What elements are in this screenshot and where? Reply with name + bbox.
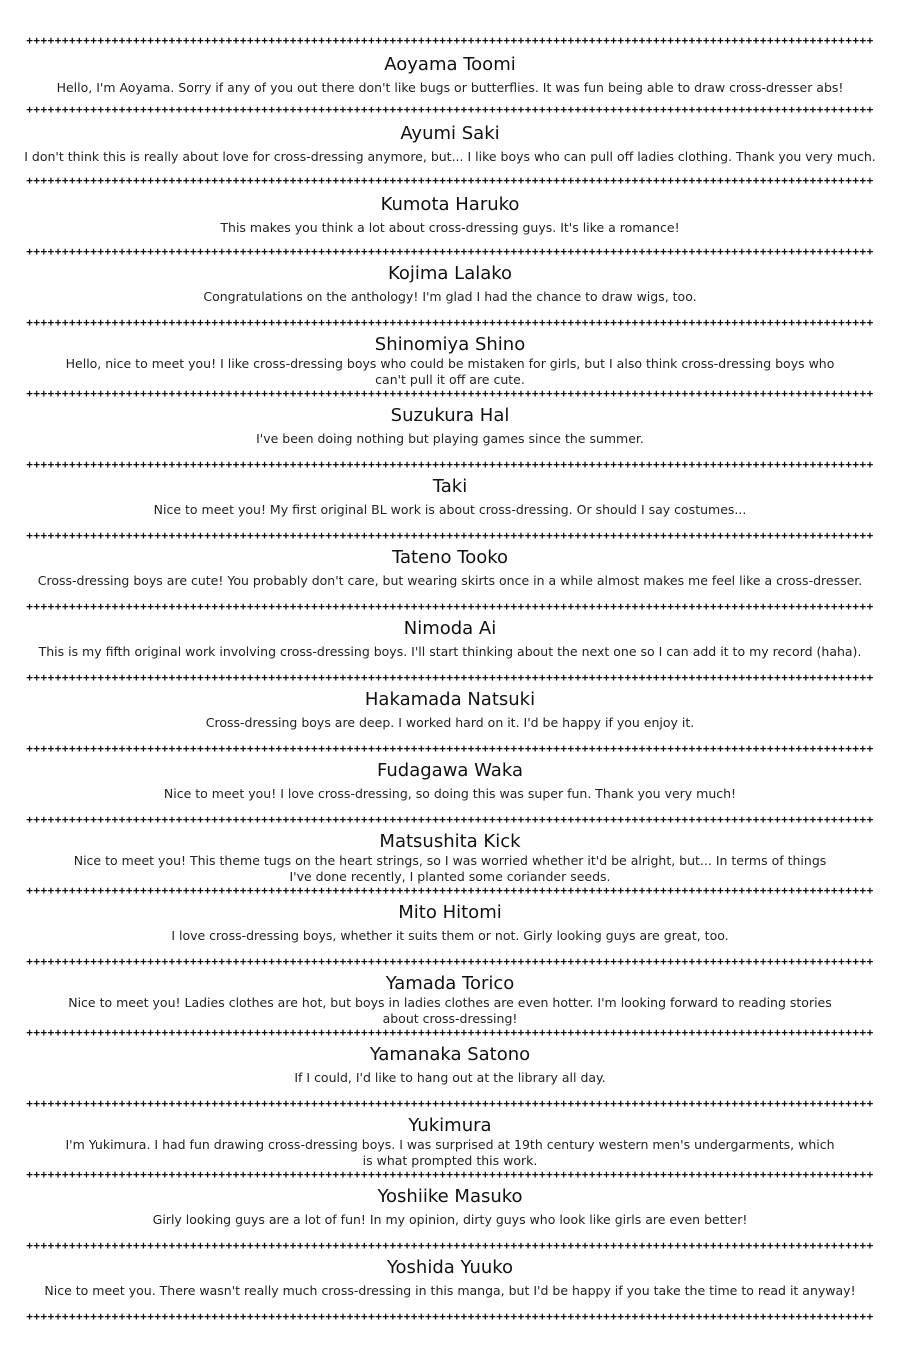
divider: +++++++++++++++++++++++++++++++++++++++++++++++++++++++++++++++++++++++++++++++++++++++++++++++++++++++++++++++++++++++ bbox=[26, 672, 874, 684]
artist-message: Cross-dressing boys are deep. I worked hard on it. I'd be happy if you enjoy it. bbox=[205, 715, 695, 730]
artist-entry bbox=[0, 1044, 900, 1086]
artist-name: Tateno Tooko bbox=[391, 547, 509, 568]
artist-message: Girly looking guys are a lot of fun! In my opinion, dirty guys who look like girls are even better! bbox=[152, 1212, 748, 1227]
divider: +++++++++++++++++++++++++++++++++++++++++++++++++++++++++++++++++++++++++++++++++++++++++++++++++++++++++++++++++++++++ bbox=[26, 530, 874, 542]
artist-message: If I could, I'd like to hang out at the library all day. bbox=[294, 1070, 606, 1085]
artist-entry bbox=[0, 760, 900, 802]
artist-name: Yoshiike Masuko bbox=[377, 1186, 523, 1207]
artist-message: Nice to meet you! Ladies clothes are hot, but boys in ladies clothes are even hotter. I'm looking forward to reading stories about cross-dressing! bbox=[68, 995, 832, 1026]
artist-name: Yamada Torico bbox=[385, 973, 515, 994]
artist-name: Kumota Haruko bbox=[380, 194, 520, 215]
artist-entry bbox=[0, 1186, 900, 1228]
divider: +++++++++++++++++++++++++++++++++++++++++++++++++++++++++++++++++++++++++++++++++++++++++++++++++++++++++++++++++++++++ bbox=[26, 1027, 874, 1039]
artist-entry bbox=[0, 689, 900, 731]
divider: +++++++++++++++++++++++++++++++++++++++++++++++++++++++++++++++++++++++++++++++++++++++++++++++++++++++++++++++++++++++ bbox=[26, 743, 874, 755]
artist-entry bbox=[0, 123, 900, 165]
artist-entry bbox=[0, 263, 900, 305]
divider: +++++++++++++++++++++++++++++++++++++++++++++++++++++++++++++++++++++++++++++++++++++++++++++++++++++++++++++++++++++++ bbox=[26, 1240, 874, 1252]
divider: +++++++++++++++++++++++++++++++++++++++++++++++++++++++++++++++++++++++++++++++++++++++++++++++++++++++++++++++++++++++ bbox=[26, 104, 874, 116]
artist-name: Yoshida Yuuko bbox=[386, 1257, 514, 1278]
divider: +++++++++++++++++++++++++++++++++++++++++++++++++++++++++++++++++++++++++++++++++++++++++++++++++++++++++++++++++++++++ bbox=[26, 956, 874, 968]
artist-entry bbox=[0, 405, 900, 447]
artist-message: This makes you think a lot about cross-dressing guys. It's like a romance! bbox=[220, 220, 680, 235]
artist-entry bbox=[0, 1115, 900, 1169]
artist-name: Suzukura Hal bbox=[390, 405, 510, 426]
artist-name: Kojima Lalako bbox=[387, 263, 513, 284]
artist-name: Aoyama Toomi bbox=[384, 54, 516, 75]
artist-message: I've been doing nothing but playing games since the summer. bbox=[256, 431, 644, 446]
artist-message: I'm Yukimura. I had fun drawing cross-dressing boys. I was surprised at 19th century western men's undergarments, which is what prompted this work. bbox=[65, 1137, 835, 1168]
artist-name: Mito Hitomi bbox=[398, 902, 502, 923]
artist-entry bbox=[0, 476, 900, 518]
divider: +++++++++++++++++++++++++++++++++++++++++++++++++++++++++++++++++++++++++++++++++++++++++++++++++++++++++++++++++++++++ bbox=[26, 885, 874, 897]
artist-message: I love cross-dressing boys, whether it suits them or not. Girly looking guys are great, too. bbox=[171, 928, 729, 943]
artist-entry bbox=[0, 54, 900, 96]
divider: +++++++++++++++++++++++++++++++++++++++++++++++++++++++++++++++++++++++++++++++++++++++++++++++++++++++++++++++++++++++ bbox=[26, 459, 874, 471]
artist-message: Hello, I'm Aoyama. Sorry if any of you out there don't like bugs or butterflies. It was fun being able to draw cross-dresser abs! bbox=[56, 80, 844, 95]
artist-name: Nimoda Ai bbox=[403, 618, 497, 639]
artist-entry bbox=[0, 547, 900, 589]
divider: +++++++++++++++++++++++++++++++++++++++++++++++++++++++++++++++++++++++++++++++++++++++++++++++++++++++++++++++++++++++ bbox=[26, 1169, 874, 1181]
artist-entry bbox=[0, 334, 900, 388]
divider: +++++++++++++++++++++++++++++++++++++++++++++++++++++++++++++++++++++++++++++++++++++++++++++++++++++++++++++++++++++++ bbox=[26, 814, 874, 826]
artist-entry bbox=[0, 618, 900, 660]
artist-message: Hello, nice to meet you! I like cross-dressing boys who could be mistaken for girls, but I also think cross-dressing boys who can't pull it off are cute. bbox=[65, 356, 835, 387]
artist-entry bbox=[0, 194, 900, 236]
artist-message: I don't think this is really about love for cross-dressing anymore, but... I like boys who can pull off ladies clothing. Thank you very much. bbox=[24, 149, 876, 164]
artist-message: Nice to meet you! This theme tugs on the heart strings, so I was worried whether it'd be alright, but... In terms of things I've done recently, I planted some coriander seeds. bbox=[73, 853, 827, 884]
artist-entry bbox=[0, 902, 900, 944]
artist-message: Cross-dressing boys are cute! You probably don't care, but wearing skirts once in a while almost makes me feel like a cross-dresser. bbox=[37, 573, 863, 588]
artist-name: Ayumi Saki bbox=[400, 123, 500, 144]
divider: +++++++++++++++++++++++++++++++++++++++++++++++++++++++++++++++++++++++++++++++++++++++++++++++++++++++++++++++++++++++ bbox=[26, 388, 874, 400]
divider: +++++++++++++++++++++++++++++++++++++++++++++++++++++++++++++++++++++++++++++++++++++++++++++++++++++++++++++++++++++++ bbox=[26, 1311, 874, 1323]
artist-name: Yukimura bbox=[408, 1115, 492, 1136]
artist-message: Nice to meet you. There wasn't really much cross-dressing in this manga, but I'd be happy if you take the time to read it anyway! bbox=[44, 1283, 856, 1298]
artist-entry bbox=[0, 1257, 900, 1299]
artist-message: Congratulations on the anthology! I'm glad I had the chance to draw wigs, too. bbox=[203, 289, 697, 304]
artist-name: Yamanaka Satono bbox=[369, 1044, 531, 1065]
artist-entry bbox=[0, 831, 900, 885]
artist-entry bbox=[0, 973, 900, 1027]
divider: +++++++++++++++++++++++++++++++++++++++++++++++++++++++++++++++++++++++++++++++++++++++++++++++++++++++++++++++++++++++ bbox=[26, 317, 874, 329]
divider: +++++++++++++++++++++++++++++++++++++++++++++++++++++++++++++++++++++++++++++++++++++++++++++++++++++++++++++++++++++++ bbox=[26, 1098, 874, 1110]
divider: +++++++++++++++++++++++++++++++++++++++++++++++++++++++++++++++++++++++++++++++++++++++++++++++++++++++++++++++++++++++ bbox=[26, 35, 874, 47]
artist-name: Hakamada Natsuki bbox=[364, 689, 536, 710]
artist-message: Nice to meet you! I love cross-dressing, so doing this was super fun. Thank you very much! bbox=[163, 786, 737, 801]
artist-name: Taki bbox=[432, 476, 468, 497]
artist-message: Nice to meet you! My first original BL work is about cross-dressing. Or should I say costumes... bbox=[153, 502, 747, 517]
artist-name: Shinomiya Shino bbox=[374, 334, 526, 355]
artist-name: Matsushita Kick bbox=[379, 831, 521, 852]
divider: +++++++++++++++++++++++++++++++++++++++++++++++++++++++++++++++++++++++++++++++++++++++++++++++++++++++++++++++++++++++ bbox=[26, 601, 874, 613]
artist-name: Fudagawa Waka bbox=[377, 760, 523, 781]
artist-message: This is my fifth original work involving cross-dressing boys. I'll start thinking about the next one so I can add it to my record (haha). bbox=[38, 644, 862, 659]
divider: +++++++++++++++++++++++++++++++++++++++++++++++++++++++++++++++++++++++++++++++++++++++++++++++++++++++++++++++++++++++ bbox=[26, 175, 874, 187]
divider: +++++++++++++++++++++++++++++++++++++++++++++++++++++++++++++++++++++++++++++++++++++++++++++++++++++++++++++++++++++++ bbox=[26, 246, 874, 258]
